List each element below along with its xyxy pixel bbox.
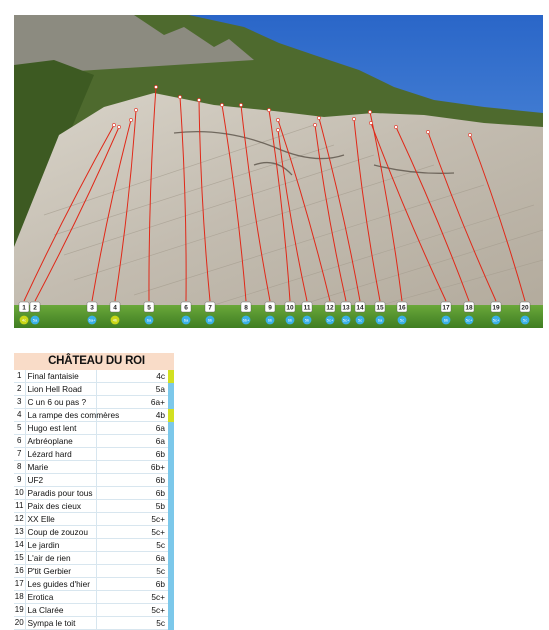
grade-badge-label: 4c xyxy=(21,317,27,323)
table-row xyxy=(14,448,174,461)
title-spacer xyxy=(14,353,25,370)
route-name-cell: P'tit Gerbier xyxy=(25,565,97,578)
route-grade-cell: 6b xyxy=(97,448,169,461)
route-grade-cell: 5c xyxy=(97,539,169,552)
route-anchor xyxy=(134,108,137,111)
route-name-cell: Les guides d'hier xyxy=(25,578,97,591)
level-color-cell xyxy=(168,552,174,565)
route-number: 13 xyxy=(342,304,350,312)
table-row xyxy=(14,591,174,604)
route-name-cell: XX Elle xyxy=(25,513,97,526)
level-color-cell xyxy=(168,383,174,396)
table-row xyxy=(14,422,174,435)
level-color-cell xyxy=(168,617,174,630)
route-name-cell: Paix des cieux xyxy=(25,500,97,513)
table-row xyxy=(14,578,174,591)
route-number-cell: 4 xyxy=(14,409,25,422)
route-number-cell: 3 xyxy=(14,396,25,409)
route-name-cell: Lion Hell Road xyxy=(25,383,97,396)
route-anchor xyxy=(468,133,471,136)
level-color-cell xyxy=(168,448,174,461)
route-name-cell: La rampe des commères xyxy=(25,409,97,422)
grade-badge-label: 6a xyxy=(377,317,383,323)
route-number: 9 xyxy=(268,304,272,312)
route-number-cell: 1 xyxy=(14,370,25,383)
route-grade-cell: 4b xyxy=(97,409,169,422)
route-number: 11 xyxy=(303,304,311,312)
route-number: 5 xyxy=(147,304,151,312)
route-number-cell: 5 xyxy=(14,422,25,435)
route-anchor xyxy=(220,103,223,106)
route-anchor xyxy=(178,95,181,98)
table-row xyxy=(14,526,174,539)
title-color-cell xyxy=(168,353,174,370)
route-number: 1 xyxy=(22,304,26,312)
route-anchor xyxy=(369,121,372,124)
level-color-cell xyxy=(168,526,174,539)
level-color-cell xyxy=(168,461,174,474)
grade-badge-label: 5c xyxy=(522,317,528,323)
route-grade-cell: 6b+ xyxy=(97,461,169,474)
level-color-cell xyxy=(168,370,174,383)
grade-badge-label: 6a+ xyxy=(88,317,96,323)
route-name-cell: Marie xyxy=(25,461,97,474)
table-row xyxy=(14,552,174,565)
grade-badge-label: 5c xyxy=(357,317,363,323)
grade-badge-label: 6b xyxy=(287,317,293,323)
level-color-cell xyxy=(168,513,174,526)
table-row xyxy=(14,435,174,448)
route-name-cell: Sympa le toit xyxy=(25,617,97,630)
route-number-cell: 2 xyxy=(14,383,25,396)
level-color-cell xyxy=(168,474,174,487)
route-number-cell: 20 xyxy=(14,617,25,630)
table-row xyxy=(14,617,174,630)
route-number-cell: 15 xyxy=(14,552,25,565)
route-grade-cell: 5b xyxy=(97,500,169,513)
route-number-cell: 19 xyxy=(14,604,25,617)
grade-badge-label: 5c xyxy=(399,317,405,323)
table-row xyxy=(14,396,174,409)
route-number-cell: 18 xyxy=(14,591,25,604)
route-number: 4 xyxy=(113,304,117,312)
route-grade-cell: 5c xyxy=(97,617,169,630)
route-number-cell: 16 xyxy=(14,565,25,578)
route-number: 17 xyxy=(442,304,450,312)
route-anchor xyxy=(276,118,279,121)
grade-badge-label: 5c+ xyxy=(492,317,500,323)
route-number: 15 xyxy=(376,304,384,312)
level-color-cell xyxy=(168,578,174,591)
route-grade-cell: 5c+ xyxy=(97,513,169,526)
grade-badge-label: 5c+ xyxy=(342,317,350,323)
route-anchor xyxy=(197,98,200,101)
route-number: 18 xyxy=(465,304,473,312)
route-grade-cell: 6a xyxy=(97,422,169,435)
route-number-cell: 17 xyxy=(14,578,25,591)
table-row xyxy=(14,604,174,617)
grade-badge-label: 5c+ xyxy=(465,317,473,323)
route-number-cell: 8 xyxy=(14,461,25,474)
level-color-cell xyxy=(168,539,174,552)
route-number: 20 xyxy=(521,304,529,312)
table-row xyxy=(14,461,174,474)
table-row xyxy=(14,370,174,383)
route-anchor xyxy=(276,128,279,131)
photo-background xyxy=(14,15,543,328)
route-number: 6 xyxy=(184,304,188,312)
route-anchor xyxy=(129,118,132,121)
level-color-cell xyxy=(168,409,174,422)
route-number: 14 xyxy=(356,304,364,312)
route-number-cell: 11 xyxy=(14,500,25,513)
grade-badge-label: 6b+ xyxy=(242,317,250,323)
route-anchor xyxy=(267,108,270,111)
route-name-cell: Le jardin xyxy=(25,539,97,552)
route-number: 3 xyxy=(90,304,94,312)
route-grade-cell: 5c+ xyxy=(97,526,169,539)
table-row xyxy=(14,565,174,578)
route-grade-cell: 5a xyxy=(97,383,169,396)
level-color-cell xyxy=(168,487,174,500)
route-number: 16 xyxy=(398,304,406,312)
route-number: 10 xyxy=(286,304,294,312)
route-number-cell: 6 xyxy=(14,435,25,448)
level-color-cell xyxy=(168,591,174,604)
table-row xyxy=(14,487,174,500)
route-anchor xyxy=(394,125,397,128)
route-name-cell: Paradis pour tous xyxy=(25,487,97,500)
route-grade-cell: 4c xyxy=(97,370,169,383)
sector-title: CHÂTEAU DU ROI xyxy=(25,353,168,370)
route-number: 19 xyxy=(492,304,500,312)
route-number: 2 xyxy=(33,304,37,312)
route-name-cell: Coup de zouzou xyxy=(25,526,97,539)
level-color-cell xyxy=(168,565,174,578)
route-grade-cell: 6b xyxy=(97,474,169,487)
route-number-cell: 14 xyxy=(14,539,25,552)
route-grade-cell: 5c+ xyxy=(97,604,169,617)
route-anchor xyxy=(117,125,120,128)
route-number-cell: 10 xyxy=(14,487,25,500)
table-row xyxy=(14,383,174,396)
grade-badge-label: 5c+ xyxy=(326,317,334,323)
grade-badge-label: 6b xyxy=(267,317,273,323)
route-anchor xyxy=(368,110,371,113)
table-row xyxy=(14,474,174,487)
route-grade-cell: 6b xyxy=(97,578,169,591)
route-anchor xyxy=(154,85,157,88)
route-anchor xyxy=(239,103,242,106)
route-anchor xyxy=(317,116,320,119)
grade-badge-label: 6a xyxy=(183,317,189,323)
grade-badge-label: 5a xyxy=(32,317,38,323)
route-number-cell: 9 xyxy=(14,474,25,487)
level-color-cell xyxy=(168,604,174,617)
cliff-photo xyxy=(14,15,543,328)
route-number: 7 xyxy=(208,304,212,312)
route-name-cell: Final fantaisie xyxy=(25,370,97,383)
route-grade-cell: 6a+ xyxy=(97,396,169,409)
route-number-cell: 13 xyxy=(14,526,25,539)
table-row xyxy=(14,500,174,513)
route-name-cell: C un 6 ou pas ? xyxy=(25,396,97,409)
route-name-cell: L'air de rien xyxy=(25,552,97,565)
route-grade-cell: 5c+ xyxy=(97,591,169,604)
level-color-cell xyxy=(168,396,174,409)
grade-badge-label: 6b xyxy=(443,317,449,323)
table-row xyxy=(14,539,174,552)
level-color-cell xyxy=(168,435,174,448)
table-row xyxy=(14,513,174,526)
route-grade-cell: 6a xyxy=(97,435,169,448)
route-number: 8 xyxy=(244,304,248,312)
route-name-cell: Arbréoplane xyxy=(25,435,97,448)
route-number-cell: 7 xyxy=(14,448,25,461)
grade-badge-label: 5b xyxy=(304,317,310,323)
route-anchor xyxy=(112,123,115,126)
route-number-cell: 12 xyxy=(14,513,25,526)
route-name-cell: Lézard hard xyxy=(25,448,97,461)
route-anchor xyxy=(426,130,429,133)
level-color-cell xyxy=(168,500,174,513)
route-grade-cell: 6a xyxy=(97,552,169,565)
route-name-cell: Erotica xyxy=(25,591,97,604)
route-name-cell: La Clarée xyxy=(25,604,97,617)
route-name-cell: Hugo est lent xyxy=(25,422,97,435)
grade-badge-label: 6a xyxy=(146,317,152,323)
route-table xyxy=(14,353,174,630)
route-number: 12 xyxy=(326,304,334,312)
table-row xyxy=(14,409,174,422)
level-color-cell xyxy=(168,422,174,435)
route-anchor xyxy=(313,123,316,126)
route-name-cell: UF2 xyxy=(25,474,97,487)
route-grade-cell: 5c xyxy=(97,565,169,578)
table-title-row xyxy=(14,353,174,370)
route-anchor xyxy=(352,117,355,120)
grade-badge-label: 6b xyxy=(207,317,213,323)
grade-badge-label: 4b xyxy=(112,317,118,323)
route-grade-cell: 6b xyxy=(97,487,169,500)
